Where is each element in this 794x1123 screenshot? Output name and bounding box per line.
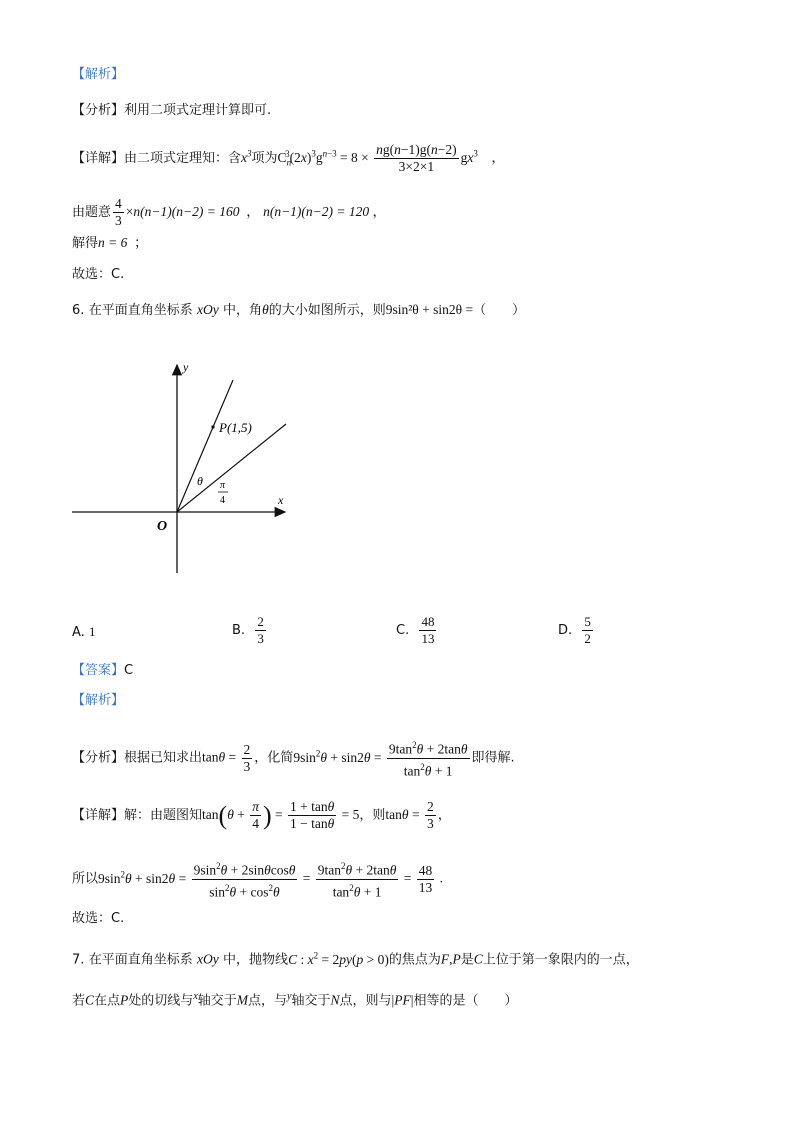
choose-line: 故选：C. [72, 267, 125, 282]
point-p [211, 425, 214, 428]
option-d[interactable]: D. $\frac{5}{2}$ [558, 614, 591, 646]
analysis-tag: 【分析】 [72, 103, 125, 118]
q6-number: 6. [72, 303, 85, 318]
q6-expression: 9sin²θ + sin2θ = [385, 302, 474, 317]
detail-mid: 项为 [251, 151, 278, 166]
pi-numerator: π [220, 480, 226, 491]
q7-stem-line2: 若C在点P处的切线与$^x$轴交于M点，与$^y$轴交于N点，则与|PF|相等的是（ ） [72, 991, 518, 1009]
detail-line: 【详解】由二项式定理知：含$x^3$项为$C_n^3(2x)^3g^{n-3} = 8$ × $\frac{ng(n-1)g(n-2)}{3\times 2\times 1}$ $gx^3$ ， [72, 142, 505, 174]
solve-line: 解得n = 6 ； [72, 235, 148, 251]
ray-pi4 [177, 424, 286, 512]
detail-tag: 【详解】 [72, 151, 125, 166]
solution-label: 【解析】 [72, 67, 125, 82]
x-label: x [278, 493, 284, 507]
detail-text: 由二项式定理知：含 [124, 151, 242, 166]
q6-angle-figure [60, 355, 300, 580]
q6-choose-line: 故选：C. [72, 911, 125, 926]
theta-label: θ [197, 474, 203, 488]
answer-line [72, 661, 133, 680]
analysis-text: 利用二项式定理计算即可. [124, 103, 272, 118]
x3-term: $x^3$ [241, 148, 252, 165]
condition-eq1: n(n−1)(n−2) = 160 [133, 204, 240, 219]
q6-stem: 6. 在平面直角坐标系 xOy 中，角θ的大小如图所示，则9sin²θ + sin2θ =（ ） [72, 302, 526, 318]
option-a[interactable]: A. 1 [72, 624, 96, 640]
condition-line: 由题意 $\frac{4}{3}$ ×n(n−1)(n−2) = 160 ， n(n−1)(n−2) = 120 ， [72, 196, 387, 228]
analysis-line [72, 101, 271, 120]
q6-therefore-line: 所以$9\sin^2\theta + \sin 2\theta$ = $\frac{9\sin^2\theta + 2\sin\theta\cos\theta}{\sin^2\theta + \cos^2\theta}$ = $\frac{9\tan^2\theta + 2\tan\theta}{\tan^2\theta + 1}$ = $\frac{48}{13}$ . [72, 858, 443, 900]
pi-denominator: 4 [220, 495, 225, 506]
q6-detail-line: 【详解】解：由题图知tan(θ + $\frac{\pi}{4}$ ) = $\frac{1 + \tan\theta}{1 - \tan\theta}$ = 5，则tanθ = $\frac{2}{3}$ ， [72, 799, 452, 831]
q6-xoy: xOy [197, 302, 219, 317]
option-c[interactable]: C. $\frac{48}{13}$ [396, 614, 435, 646]
binomial-fraction: $\frac{ng(n-1)g(n-2)}{3\times 2\times 1}$ [376, 142, 457, 174]
origin-label: O [157, 519, 168, 534]
binomial-expression: $C_n^3(2x)^3g^{n-3} = 8$ × [277, 148, 373, 168]
option-b[interactable]: B. $\frac{2}{3}$ [232, 614, 264, 646]
q7-stem-line1: 7. 在平面直角坐标系 xOy 中，抛物线C : $x^2 = 2py(p > 0)$的焦点为F,P是C上位于第一象限内的一点， [72, 950, 639, 968]
q6-solution-label: 【解析】 [72, 693, 125, 708]
answer-value: C [124, 663, 134, 678]
condition-eq2: n(n−1)(n−2) = 120 [263, 204, 370, 219]
four-thirds: $\frac{4}{3}$ [115, 196, 122, 228]
solve-value: n = 6 [98, 235, 128, 250]
solve-text: 解得 [72, 236, 99, 251]
q6-analysis-line: 【分析】根据已知求出tanθ = $\frac{2}{3}$ ，化简$9\sin^2\theta + \sin 2\theta$ = $\frac{9\tan^2\theta + 2\tan\theta}{\tan^2\theta + 1}$ 即得解. [72, 737, 515, 779]
point-p-label: P(1,5) [219, 420, 252, 435]
condition-prefix: 由题意 [72, 205, 112, 220]
y-label: y [183, 360, 189, 374]
answer-tag: 【答案】 [72, 663, 125, 678]
